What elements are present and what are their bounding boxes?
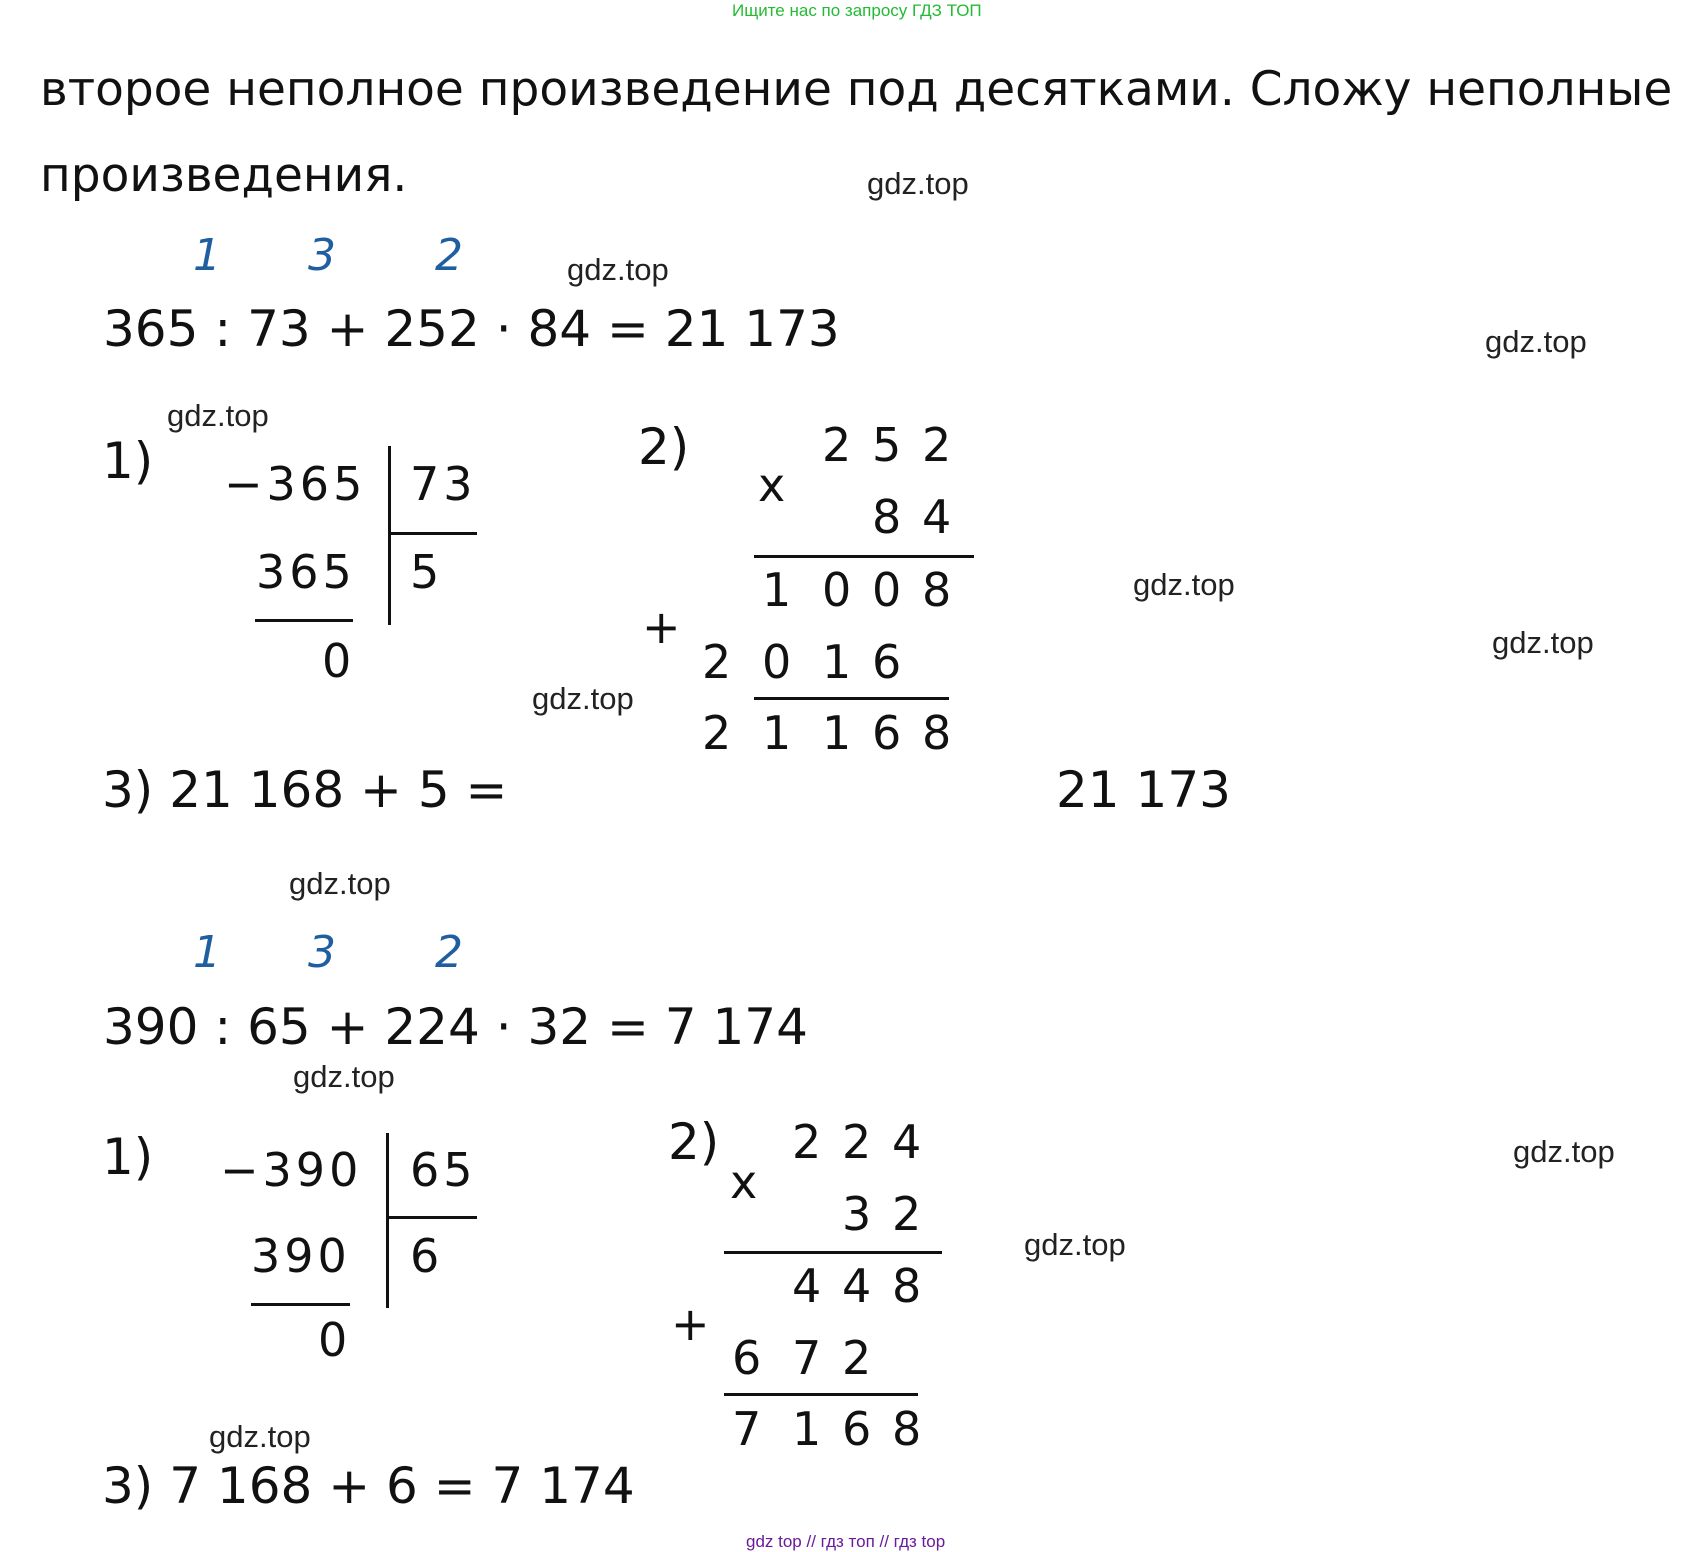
digit: 6 [842,1402,872,1456]
digit: 2 [842,1331,872,1385]
multiplication-line [754,555,974,558]
order-number: 1 [193,230,221,281]
watermark: gdz.top [209,1419,311,1454]
footer-links: gdz top // гдз топ // гдз top [746,1532,946,1551]
expression: 365 : 73 + 252 · 84 = 21 173 [103,300,840,358]
digit: 5 [872,418,902,472]
times-sign: x [758,458,786,512]
times-sign: x [730,1155,758,1209]
digit: 3 [842,1187,872,1241]
digit: 4 [892,1115,922,1169]
search-banner: Ищите нас по запросу ГДЗ ТОП [732,1,982,20]
step-3: 3) 21 168 + 5 = [102,761,508,819]
division-bar [388,446,391,625]
digit: 2 [702,706,732,760]
text-line-1: второе неполное произведение под десятками. Сложу неполные [40,62,1673,117]
digit: 6 [872,635,902,689]
digit: 1 [822,635,852,689]
digit: 0 [872,563,902,617]
digit: 8 [922,563,952,617]
digit: 6 [872,706,902,760]
digit: 8 [922,706,952,760]
plus-sign: + [642,600,681,654]
order-number: 2 [435,230,463,281]
digit: 4 [792,1259,822,1313]
dividend: −390 [220,1143,363,1197]
digit: 6 [732,1331,762,1385]
digit: 7 [732,1402,762,1456]
digit: 1 [762,706,792,760]
watermark: gdz.top [1513,1134,1615,1169]
expression: 390 : 65 + 224 · 32 = 7 174 [103,998,808,1056]
sum-line [754,697,949,700]
digit: 2 [892,1187,922,1241]
watermark: gdz.top [167,398,269,433]
digit: 0 [822,563,852,617]
digit: 1 [762,563,792,617]
quotient: 5 [410,545,444,599]
divisor-underline [391,532,477,535]
order-number: 3 [308,927,336,978]
watermark: gdz.top [532,681,634,716]
digit: 0 [762,635,792,689]
digit: 2 [702,635,732,689]
watermark: gdz.top [1133,567,1235,602]
sum-line [724,1393,918,1396]
step-2-label: 2) [638,418,690,476]
subtrahend: 365 [256,545,356,599]
digit: 8 [872,490,902,544]
digit: 2 [822,418,852,472]
digit: 8 [892,1259,922,1313]
digit: 8 [892,1402,922,1456]
step-3-result: 21 173 [1056,761,1231,819]
division-bar [386,1133,389,1308]
watermark: gdz.top [1485,324,1587,359]
watermark: gdz.top [1492,625,1594,660]
order-number: 1 [193,927,221,978]
digit: 1 [792,1402,822,1456]
remainder: 0 [322,634,356,688]
watermark: gdz.top [289,866,391,901]
multiplication-line [724,1251,942,1254]
divisor: 73 [410,457,477,511]
subtraction-line [255,619,353,622]
step-1-label: 1) [102,1128,154,1186]
dividend: −365 [224,457,367,511]
digit: 2 [792,1115,822,1169]
watermark: gdz.top [293,1059,395,1094]
order-number: 3 [308,230,336,281]
divisor: 65 [410,1143,477,1197]
plus-sign: + [671,1297,710,1351]
text-line-2: произведения. [40,148,408,203]
digit: 2 [842,1115,872,1169]
subtrahend: 390 [251,1229,351,1283]
digit: 4 [922,490,952,544]
digit: 1 [822,706,852,760]
divisor-underline [389,1216,477,1219]
watermark: gdz.top [1024,1227,1126,1262]
watermark: gdz.top [867,166,969,201]
step-3: 3) 7 168 + 6 = 7 174 [102,1457,635,1515]
subtraction-line [251,1303,350,1306]
order-number: 2 [435,927,463,978]
watermark: gdz.top [567,252,669,287]
step-1-label: 1) [102,432,154,490]
digit: 4 [842,1259,872,1313]
step-2-label: 2) [668,1113,720,1171]
digit: 7 [792,1331,822,1385]
digit: 2 [922,418,952,472]
quotient: 6 [410,1229,444,1283]
remainder: 0 [318,1313,352,1367]
